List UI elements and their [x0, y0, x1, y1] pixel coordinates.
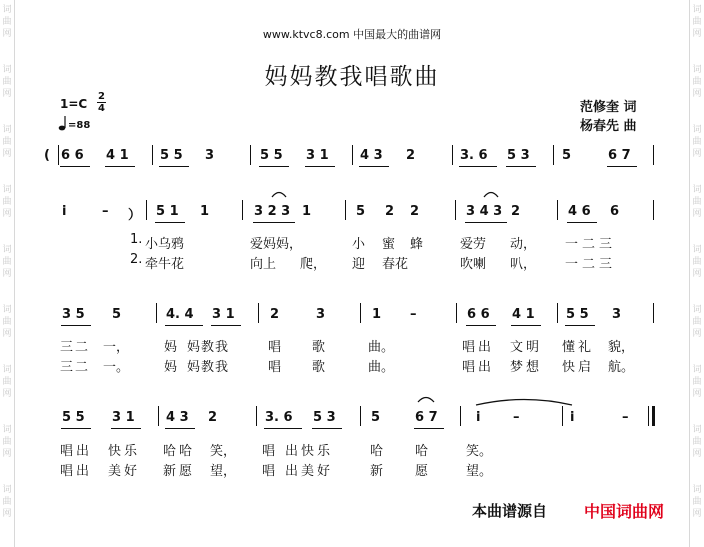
barline [553, 145, 554, 165]
tie-mark [474, 396, 574, 406]
note-group: 4 3 [166, 410, 189, 425]
note-group: 5 [562, 148, 572, 163]
lyric: 吹喇 [460, 257, 487, 272]
note-group: 5 5 [62, 410, 85, 425]
barline [360, 303, 361, 323]
lyric: 爱妈妈， [250, 237, 303, 252]
footer-source-label: 本曲谱源自 [472, 502, 548, 520]
repeat-open: ( [44, 148, 50, 163]
watermark-text: 词曲网 [2, 245, 12, 279]
page-title: 妈妈教我唱歌曲 [264, 64, 440, 90]
lyric: 貌， [608, 340, 635, 355]
note-group: i [570, 410, 575, 425]
barline [156, 303, 157, 323]
underline [607, 166, 637, 167]
lyric: 三二 [60, 340, 91, 355]
note-group: 3 1 [112, 410, 135, 425]
underline [259, 166, 289, 167]
lyric: 哈哈 [163, 444, 196, 459]
note-group: 5 3 [313, 410, 336, 425]
quarter-note-icon [58, 114, 68, 132]
time-bottom: 4 [98, 103, 105, 114]
watermark-text: 词曲网 [2, 65, 12, 99]
lyric: 唱出 [462, 360, 495, 375]
lyric: 快乐 [108, 444, 141, 459]
note-group: 6 6 [467, 307, 490, 322]
barline [58, 145, 59, 165]
lyric: 笑， [210, 444, 237, 459]
watermark-text: 词曲网 [692, 185, 702, 219]
underline [155, 222, 185, 223]
watermark-text: 词曲网 [692, 5, 702, 39]
lyric: 唱出 [462, 340, 495, 355]
barline [653, 200, 654, 220]
note-group: 2 [270, 307, 280, 322]
lyric: 笑。 [466, 444, 493, 459]
watermark-text: 词曲网 [692, 245, 702, 279]
lyric: 迎 [352, 257, 366, 272]
underline [506, 166, 536, 167]
lyric: 望。 [466, 464, 493, 479]
underline [312, 428, 342, 429]
note-group: 3 1 [306, 148, 329, 163]
note-group: 3 5 [62, 307, 85, 322]
lyric: 唱 [268, 340, 282, 355]
lyric: 一。 [103, 360, 130, 375]
note-group: 4 3 [360, 148, 383, 163]
watermark-text: 词曲网 [2, 485, 12, 519]
note-group: 1 [372, 307, 382, 322]
lyric: 蜂 [410, 237, 424, 252]
barline [250, 145, 251, 165]
underline [459, 166, 497, 167]
barline [557, 303, 558, 323]
barline [648, 406, 649, 426]
lyric: 唱 [268, 360, 282, 375]
lyric: 望， [210, 464, 237, 479]
note-group: 5 1 [156, 204, 179, 219]
lyric: 愿 [415, 464, 429, 479]
underline [264, 428, 302, 429]
lyric: 春花 [382, 257, 409, 272]
lyric: 哈 [370, 444, 384, 459]
lyric: 出美好 [285, 464, 334, 479]
lyric: 动， [510, 237, 537, 252]
watermark-text: 词曲网 [2, 365, 12, 399]
note-group: – [622, 410, 629, 425]
barline [146, 200, 147, 220]
note-group: 3. 6 [460, 148, 488, 163]
note-group: 2 [511, 204, 521, 219]
underline [567, 222, 597, 223]
note-group: 5 5 [260, 148, 283, 163]
lyric: 美好 [108, 464, 141, 479]
underline [60, 166, 90, 167]
underline [359, 166, 389, 167]
note-group: 5 [371, 410, 381, 425]
barline [653, 303, 654, 323]
verse-number: 2. [130, 252, 143, 267]
composer-credit: 杨春先 曲 [580, 119, 637, 134]
barline [456, 303, 457, 323]
watermark-text: 词曲网 [692, 65, 702, 99]
repeat-close: ） [128, 208, 142, 223]
underline [211, 325, 241, 326]
note-group: 5 [112, 307, 122, 322]
underline [61, 428, 91, 429]
note-group: 6 6 [61, 148, 84, 163]
lyric: 妈 [164, 340, 178, 355]
barline [242, 200, 243, 220]
lyric: 新 [370, 464, 384, 479]
watermark-text: 词曲网 [692, 365, 702, 399]
note-group: 3 1 [212, 307, 235, 322]
lyric: 航。 [608, 360, 635, 375]
note-group: 4 1 [106, 148, 129, 163]
slur-mark [482, 188, 500, 198]
final-barline [652, 406, 655, 426]
underline [105, 166, 135, 167]
lyric: 出快乐 [285, 444, 334, 459]
lyric: 爬， [300, 257, 327, 272]
note-group: – [410, 307, 417, 322]
barline [256, 406, 257, 426]
watermark-text: 词曲网 [2, 5, 12, 39]
lyric: 新愿 [163, 464, 196, 479]
underline [253, 222, 295, 223]
lyric: 哈 [415, 444, 429, 459]
underline [465, 222, 507, 223]
barline [653, 145, 654, 165]
note-group: 5 5 [566, 307, 589, 322]
lyric: 妈教我 [187, 340, 230, 355]
lyric: 一， [103, 340, 130, 355]
lyric: 一二三 [565, 237, 617, 252]
lyric: 曲。 [368, 340, 395, 355]
note-group: 2 [208, 410, 218, 425]
lyric: 三二 [60, 360, 91, 375]
underline [111, 428, 141, 429]
barline [258, 303, 259, 323]
watermark-text: 词曲网 [2, 305, 12, 339]
note-group: i [476, 410, 481, 425]
note-group: 4 1 [512, 307, 535, 322]
underline [159, 166, 189, 167]
tempo-marking [58, 113, 90, 132]
barline [158, 406, 159, 426]
lyric: 曲。 [368, 360, 395, 375]
lyric: 叭， [510, 257, 537, 272]
note-group: 3 4 3 [466, 204, 503, 219]
lyric: 一二三 [565, 257, 617, 272]
note-group: 3 [612, 307, 622, 322]
watermark-text: 词曲网 [2, 425, 12, 459]
footer-site-link[interactable]: 中国词曲网 [584, 502, 665, 521]
underline [61, 325, 91, 326]
note-group: 2 [406, 148, 416, 163]
lyricist-credit: 范修奎 词 [580, 100, 637, 115]
lyric: 唱出 [60, 464, 93, 479]
verse-number: 1. [130, 232, 143, 247]
note-group: – [102, 204, 109, 219]
lyric: 小乌鸦 [145, 237, 185, 252]
watermark-text: 词曲网 [692, 125, 702, 159]
lyric: 小 [352, 237, 366, 252]
tempo-value: =88 [68, 120, 91, 131]
underline [466, 325, 496, 326]
watermark-text: 词曲网 [692, 485, 702, 519]
lyric: 蜜 [382, 237, 396, 252]
barline [557, 200, 558, 220]
note-group: i [62, 204, 67, 219]
note-group: 1 [302, 204, 312, 219]
slur-mark [416, 393, 436, 403]
lyric: 歌 [312, 360, 326, 375]
key-signature: 1=C [60, 97, 88, 111]
note-group: 6 7 [608, 148, 631, 163]
lyric: 唱 [262, 464, 276, 479]
note-group: 4 6 [568, 204, 591, 219]
note-group: 3 2 3 [254, 204, 291, 219]
lyric: 歌 [312, 340, 326, 355]
note-group: 2 [410, 204, 420, 219]
barline [360, 406, 361, 426]
lyric: 向上 [250, 257, 277, 272]
lyric: 唱出 [60, 444, 93, 459]
time-top: 2 [98, 91, 105, 102]
underline [414, 428, 444, 429]
note-group: 5 [356, 204, 366, 219]
barline [352, 145, 353, 165]
slur-mark [270, 188, 288, 198]
lyric: 快启 [562, 360, 595, 375]
lyric: 妈教我 [187, 360, 230, 375]
watermark-text: 词曲网 [692, 305, 702, 339]
watermark-text: 词曲网 [2, 185, 12, 219]
note-group: 2 [385, 204, 395, 219]
lyric: 牵牛花 [145, 257, 185, 272]
barline [562, 406, 563, 426]
note-group: 3 [205, 148, 215, 163]
underline [565, 325, 595, 326]
note-group: 4. 4 [166, 307, 194, 322]
site-line[interactable]: www.ktvc8.com 中国最大的曲谱网 [262, 28, 442, 41]
lyric: 懂礼 [562, 340, 595, 355]
note-group: 3. 6 [265, 410, 293, 425]
note-group: 3 [316, 307, 326, 322]
barline [452, 145, 453, 165]
watermark-text: 词曲网 [2, 125, 12, 159]
underline [511, 325, 541, 326]
note-group: – [513, 410, 520, 425]
underline [165, 325, 203, 326]
lyric: 梦想 [510, 360, 543, 375]
lyric: 文明 [510, 340, 543, 355]
barline [152, 145, 153, 165]
note-group: 1 [200, 204, 210, 219]
note-group: 5 5 [160, 148, 183, 163]
underline [305, 166, 335, 167]
note-group: 6 [610, 204, 620, 219]
time-signature [97, 91, 106, 114]
barline [345, 200, 346, 220]
lyric: 唱 [262, 444, 276, 459]
note-group: 5 3 [507, 148, 530, 163]
lyric: 爱劳 [460, 237, 487, 252]
underline [165, 428, 195, 429]
barline [455, 200, 456, 220]
note-group: 6 7 [415, 410, 438, 425]
watermark-text: 词曲网 [692, 425, 702, 459]
barline [460, 406, 461, 426]
lyric: 妈 [164, 360, 178, 375]
